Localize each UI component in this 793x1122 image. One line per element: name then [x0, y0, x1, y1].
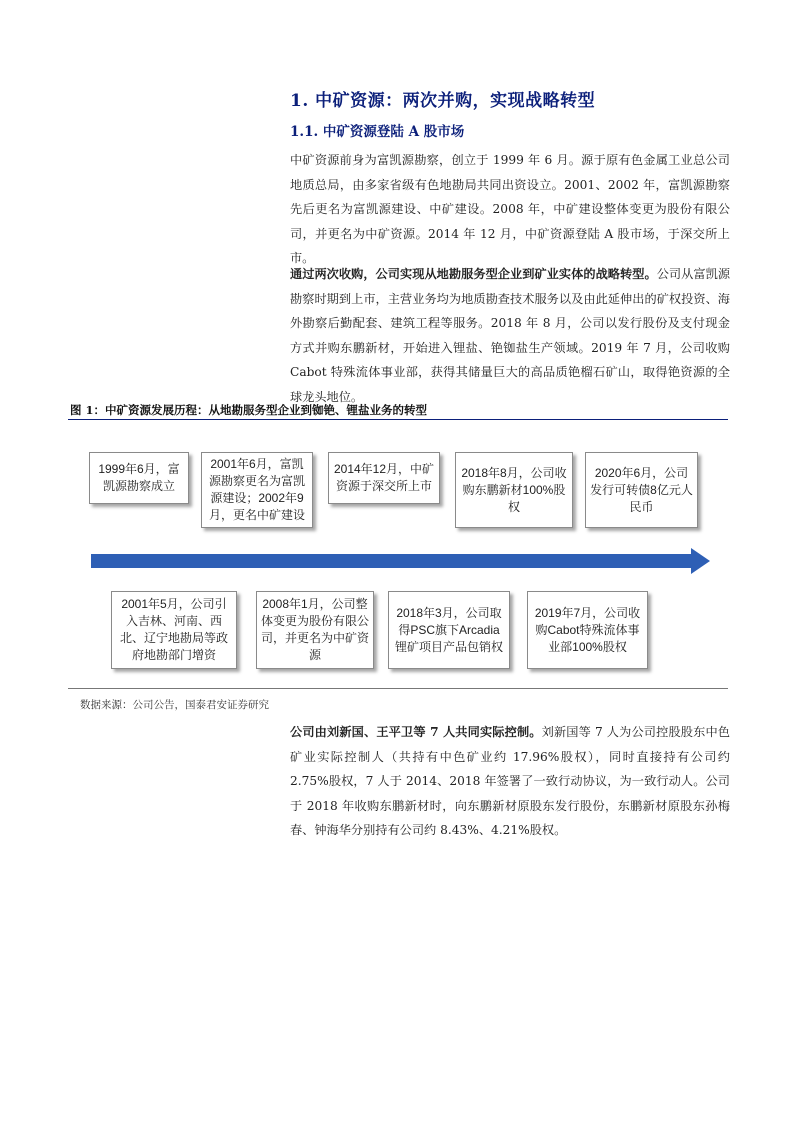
paragraph-control: [290, 720, 730, 843]
figure-bottom-rule: [68, 688, 728, 689]
timeline-event-2020: 2020年6月，公司发行可转债8亿元人民币: [585, 452, 698, 528]
timeline-event-2001-05: 2001年5月，公司引入吉林、河南、西北、辽宁地勘局等政府地勘部门增资: [111, 591, 237, 669]
timeline-event-2008: 2008年1月，公司整体变更为股份有限公司，并更名为中矿资源: [256, 591, 374, 669]
paragraph-history: 中矿资源前身为富凯源勘察，创立于 1999 年 6 月。源于原有色金属工业总公司地质总局，由多家省级有色地勘局共同出资设立。2001、2002 年，富凯源勘察先后更名为富凯源建设、中矿建设。2008 年，中矿建设整体变更为股份有限公司，并更名为中矿资源。2014 年 12 月，中矿资源登陆 A 股市场，于深交所上市。: [290, 153, 730, 265]
timeline-event-2018-03: 2018年3月，公司取得PSC旗下Arcadia锂矿项目产品包销权: [388, 591, 510, 669]
paragraph-transformation-body: 公司从富凯源勘察时期到上市，主营业务均为地质勘查技术服务以及由此延伸出的矿权投资、海外勘察后勤配套、建筑工程等服务。2018 年 8 月，公司以发行股份及支付现金方式并购东鹏新材，开始进入锂盐、铯铷盐生产领域。2019 年 7 月，公司收购 Cabot 特殊流体事业部，获得其储量巨大的高品质铯榴石矿山，取得铯资源的全球龙头地位。: [290, 267, 731, 404]
timeline-event-2019: 2019年7月，公司收购Cabot特殊流体事业部100%股权: [527, 591, 648, 669]
section-heading: 1. 中矿资源：两次并购，实现战略转型: [290, 91, 596, 111]
subsection-heading: 1.1. 中矿资源登陆 A 股市场: [290, 124, 465, 140]
paragraph-control-body: 刘新国等 7 人为公司控股股东中色矿业实际控制人（共持有中色矿业约 17.96%股权），同时直接持有公司约 2.75%股权，7 人于 2014、2018 年签署了一致行动协议，为一致行动人。公司于 2018 年收购东鹏新材时，向东鹏新材原股东发行股份，东鹏新材原股东孙梅春、钟海华分别持有公司约 8.43%、4.21%股权。: [290, 725, 730, 837]
paragraph-control-lead: 公司由刘新国、王平卫等 7 人共同实际控制。: [290, 725, 542, 739]
timeline-event-2018-08: 2018年8月，公司收购东鹏新材100%股权: [455, 452, 573, 528]
timeline-arrow-shape: [91, 548, 710, 574]
timeline-event-2001-2002: 2001年6月，富凯源勘察更名为富凯源建设；2002年9月，更名中矿建设: [201, 452, 313, 528]
paragraph-transformation-lead: 通过两次收购，公司实现从地勘服务型企业到矿业实体的战略转型。: [290, 267, 657, 281]
figure-title: 图 1：中矿资源发展历程：从地勘服务型企业到铷铯、锂盐业务的转型: [70, 403, 428, 417]
timeline-event-1999: 1999年6月，富凯源勘察成立: [89, 452, 189, 504]
figure-source: 数据来源：公司公告，国泰君安证券研究: [80, 699, 269, 711]
timeline-event-2014: 2014年12月，中矿资源于深交所上市: [328, 452, 440, 504]
